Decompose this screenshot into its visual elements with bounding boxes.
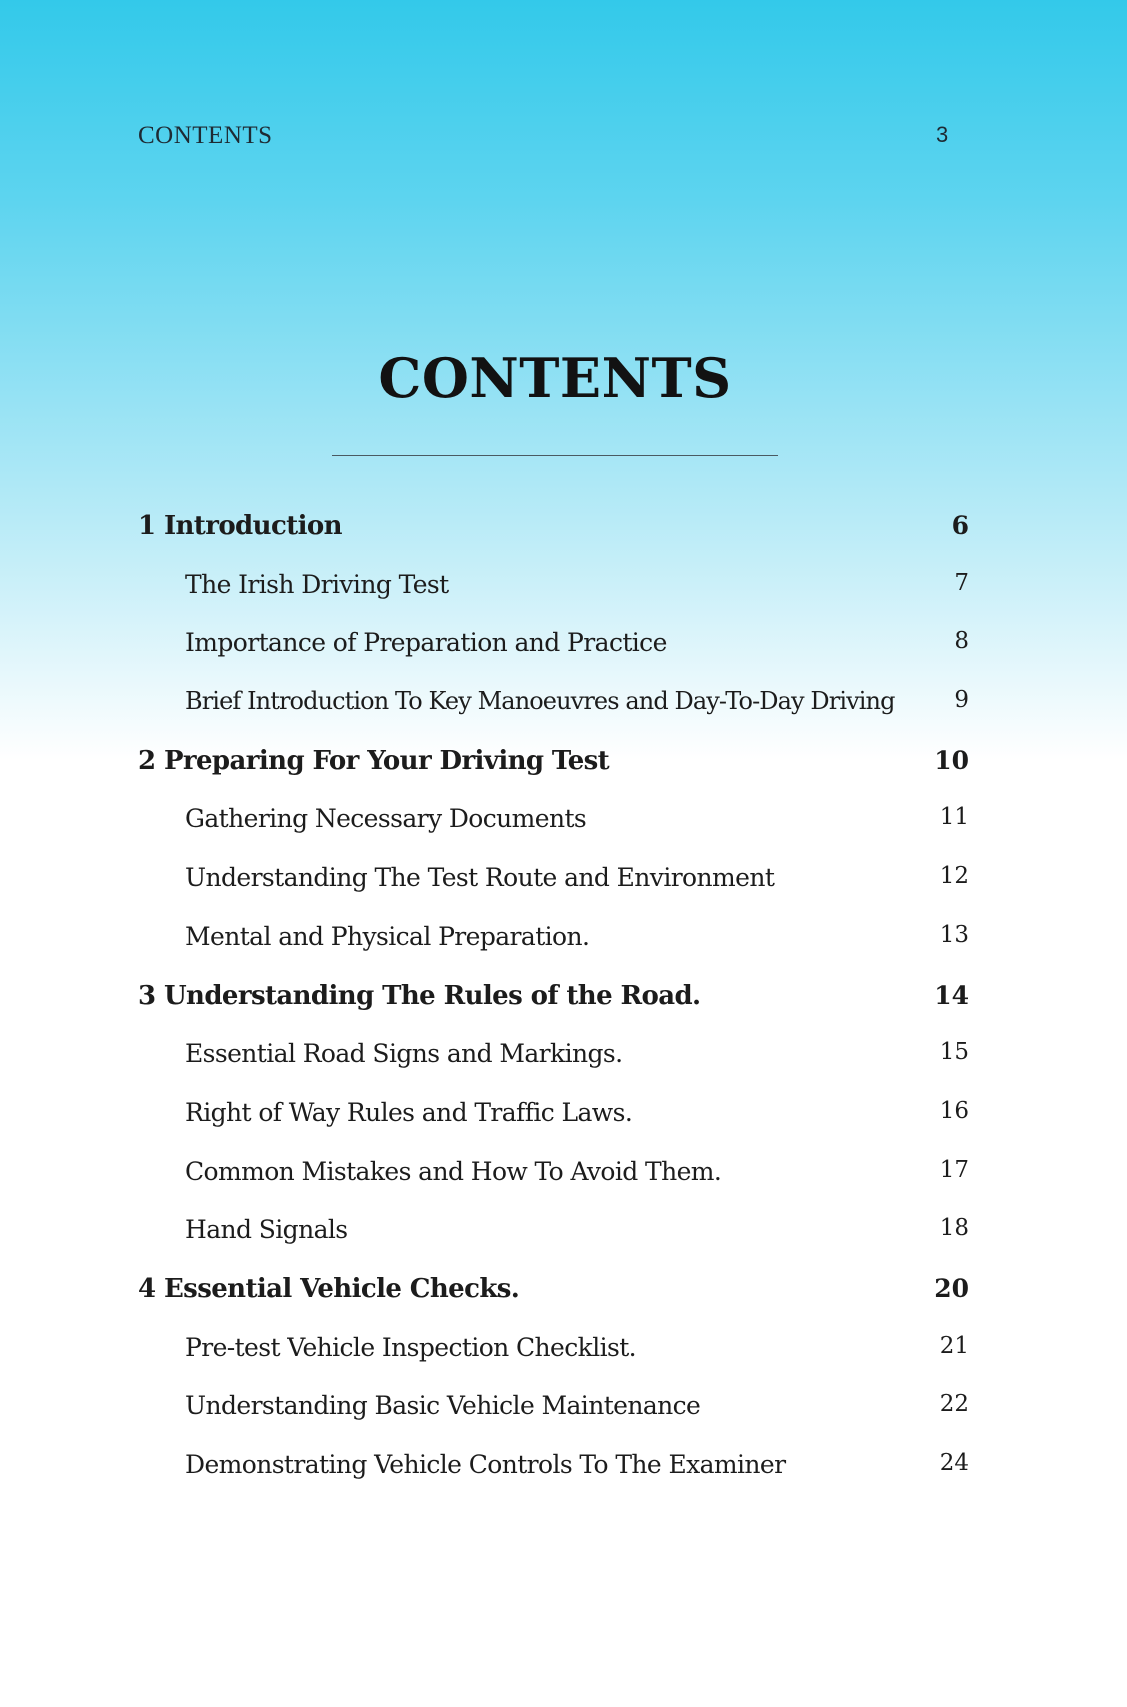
toc-entry-page: 11	[939, 804, 969, 831]
toc-entry-page: 21	[939, 1332, 969, 1359]
toc-section[interactable]	[0, 562, 1127, 621]
toc-section[interactable]	[0, 1207, 1127, 1266]
toc-section[interactable]	[0, 796, 1127, 855]
toc-chapter[interactable]	[0, 973, 1127, 1032]
toc-entry-label: The Irish Driving Test	[185, 569, 449, 599]
toc-section[interactable]	[0, 1383, 1127, 1442]
toc-entry-label: 4 Essential Vehicle Checks.	[138, 1273, 520, 1304]
toc-entry-page: 14	[934, 980, 969, 1010]
toc-entry-label: Essential Road Signs and Markings.	[185, 1039, 623, 1069]
toc-entry-page: 17	[939, 1156, 969, 1183]
toc-chapter[interactable]	[0, 738, 1127, 797]
toc-entry-label: Brief Introduction To Key Manoeuvres and Day-To-Day Driving	[185, 687, 895, 716]
toc-entry-label: 2 Preparing For Your Driving Test	[138, 745, 610, 776]
toc-entry-label: Hand Signals	[185, 1215, 348, 1245]
title-divider	[332, 455, 778, 456]
toc-entry-label: Demonstrating Vehicle Controls To The Examiner	[185, 1450, 786, 1479]
toc-section[interactable]	[0, 620, 1127, 679]
toc-entry-label: Pre-test Vehicle Inspection Checklist.	[185, 1332, 637, 1362]
toc-section[interactable]	[0, 1031, 1127, 1090]
toc-entry-page: 6	[951, 511, 969, 540]
toc-section[interactable]	[0, 1442, 1127, 1501]
toc-entry-page: 15	[939, 1039, 969, 1066]
page-number: 3	[936, 122, 949, 147]
toc-section[interactable]	[0, 855, 1127, 914]
toc-entry-label: 3 Understanding The Rules of the Road.	[138, 980, 701, 1011]
toc-entry-page: 18	[939, 1215, 969, 1242]
toc-entry-page: 12	[939, 863, 969, 890]
toc-entry-label: Understanding The Test Route and Environment	[185, 863, 775, 893]
toc-entry-page: 10	[934, 745, 969, 775]
toc-entry-label: 1 Introduction	[138, 511, 342, 541]
toc-chapter[interactable]	[0, 503, 1127, 562]
toc-entry-label: Understanding Basic Vehicle Maintenance	[185, 1391, 701, 1421]
toc-entry-page: 9	[954, 687, 969, 714]
toc-entry-page: 22	[939, 1391, 969, 1418]
toc-entry-label: Common Mistakes and How To Avoid Them.	[185, 1156, 722, 1186]
toc-chapter[interactable]	[0, 1266, 1127, 1325]
toc-entry-page: 24	[939, 1450, 969, 1476]
toc-entry-page: 13	[939, 921, 969, 948]
toc-section[interactable]	[0, 1149, 1127, 1208]
table-of-contents	[0, 503, 1127, 1501]
toc-entry-label: Right of Way Rules and Traffic Laws.	[185, 1097, 633, 1127]
running-header-title: CONTENTS	[138, 122, 273, 149]
page-title: CONTENTS	[378, 346, 732, 410]
toc-section[interactable]	[0, 679, 1127, 738]
toc-entry-page: 8	[954, 628, 969, 655]
toc-entry-page: 7	[954, 569, 969, 596]
toc-section[interactable]	[0, 1090, 1127, 1149]
toc-entry-label: Importance of Preparation and Practice	[185, 628, 667, 658]
toc-entry-page: 16	[939, 1097, 969, 1124]
toc-entry-label: Gathering Necessary Documents	[185, 804, 587, 834]
toc-section[interactable]	[0, 914, 1127, 973]
toc-entry-page: 20	[934, 1273, 969, 1303]
toc-entry-label: Mental and Physical Preparation.	[185, 921, 590, 951]
toc-section[interactable]	[0, 1325, 1127, 1384]
